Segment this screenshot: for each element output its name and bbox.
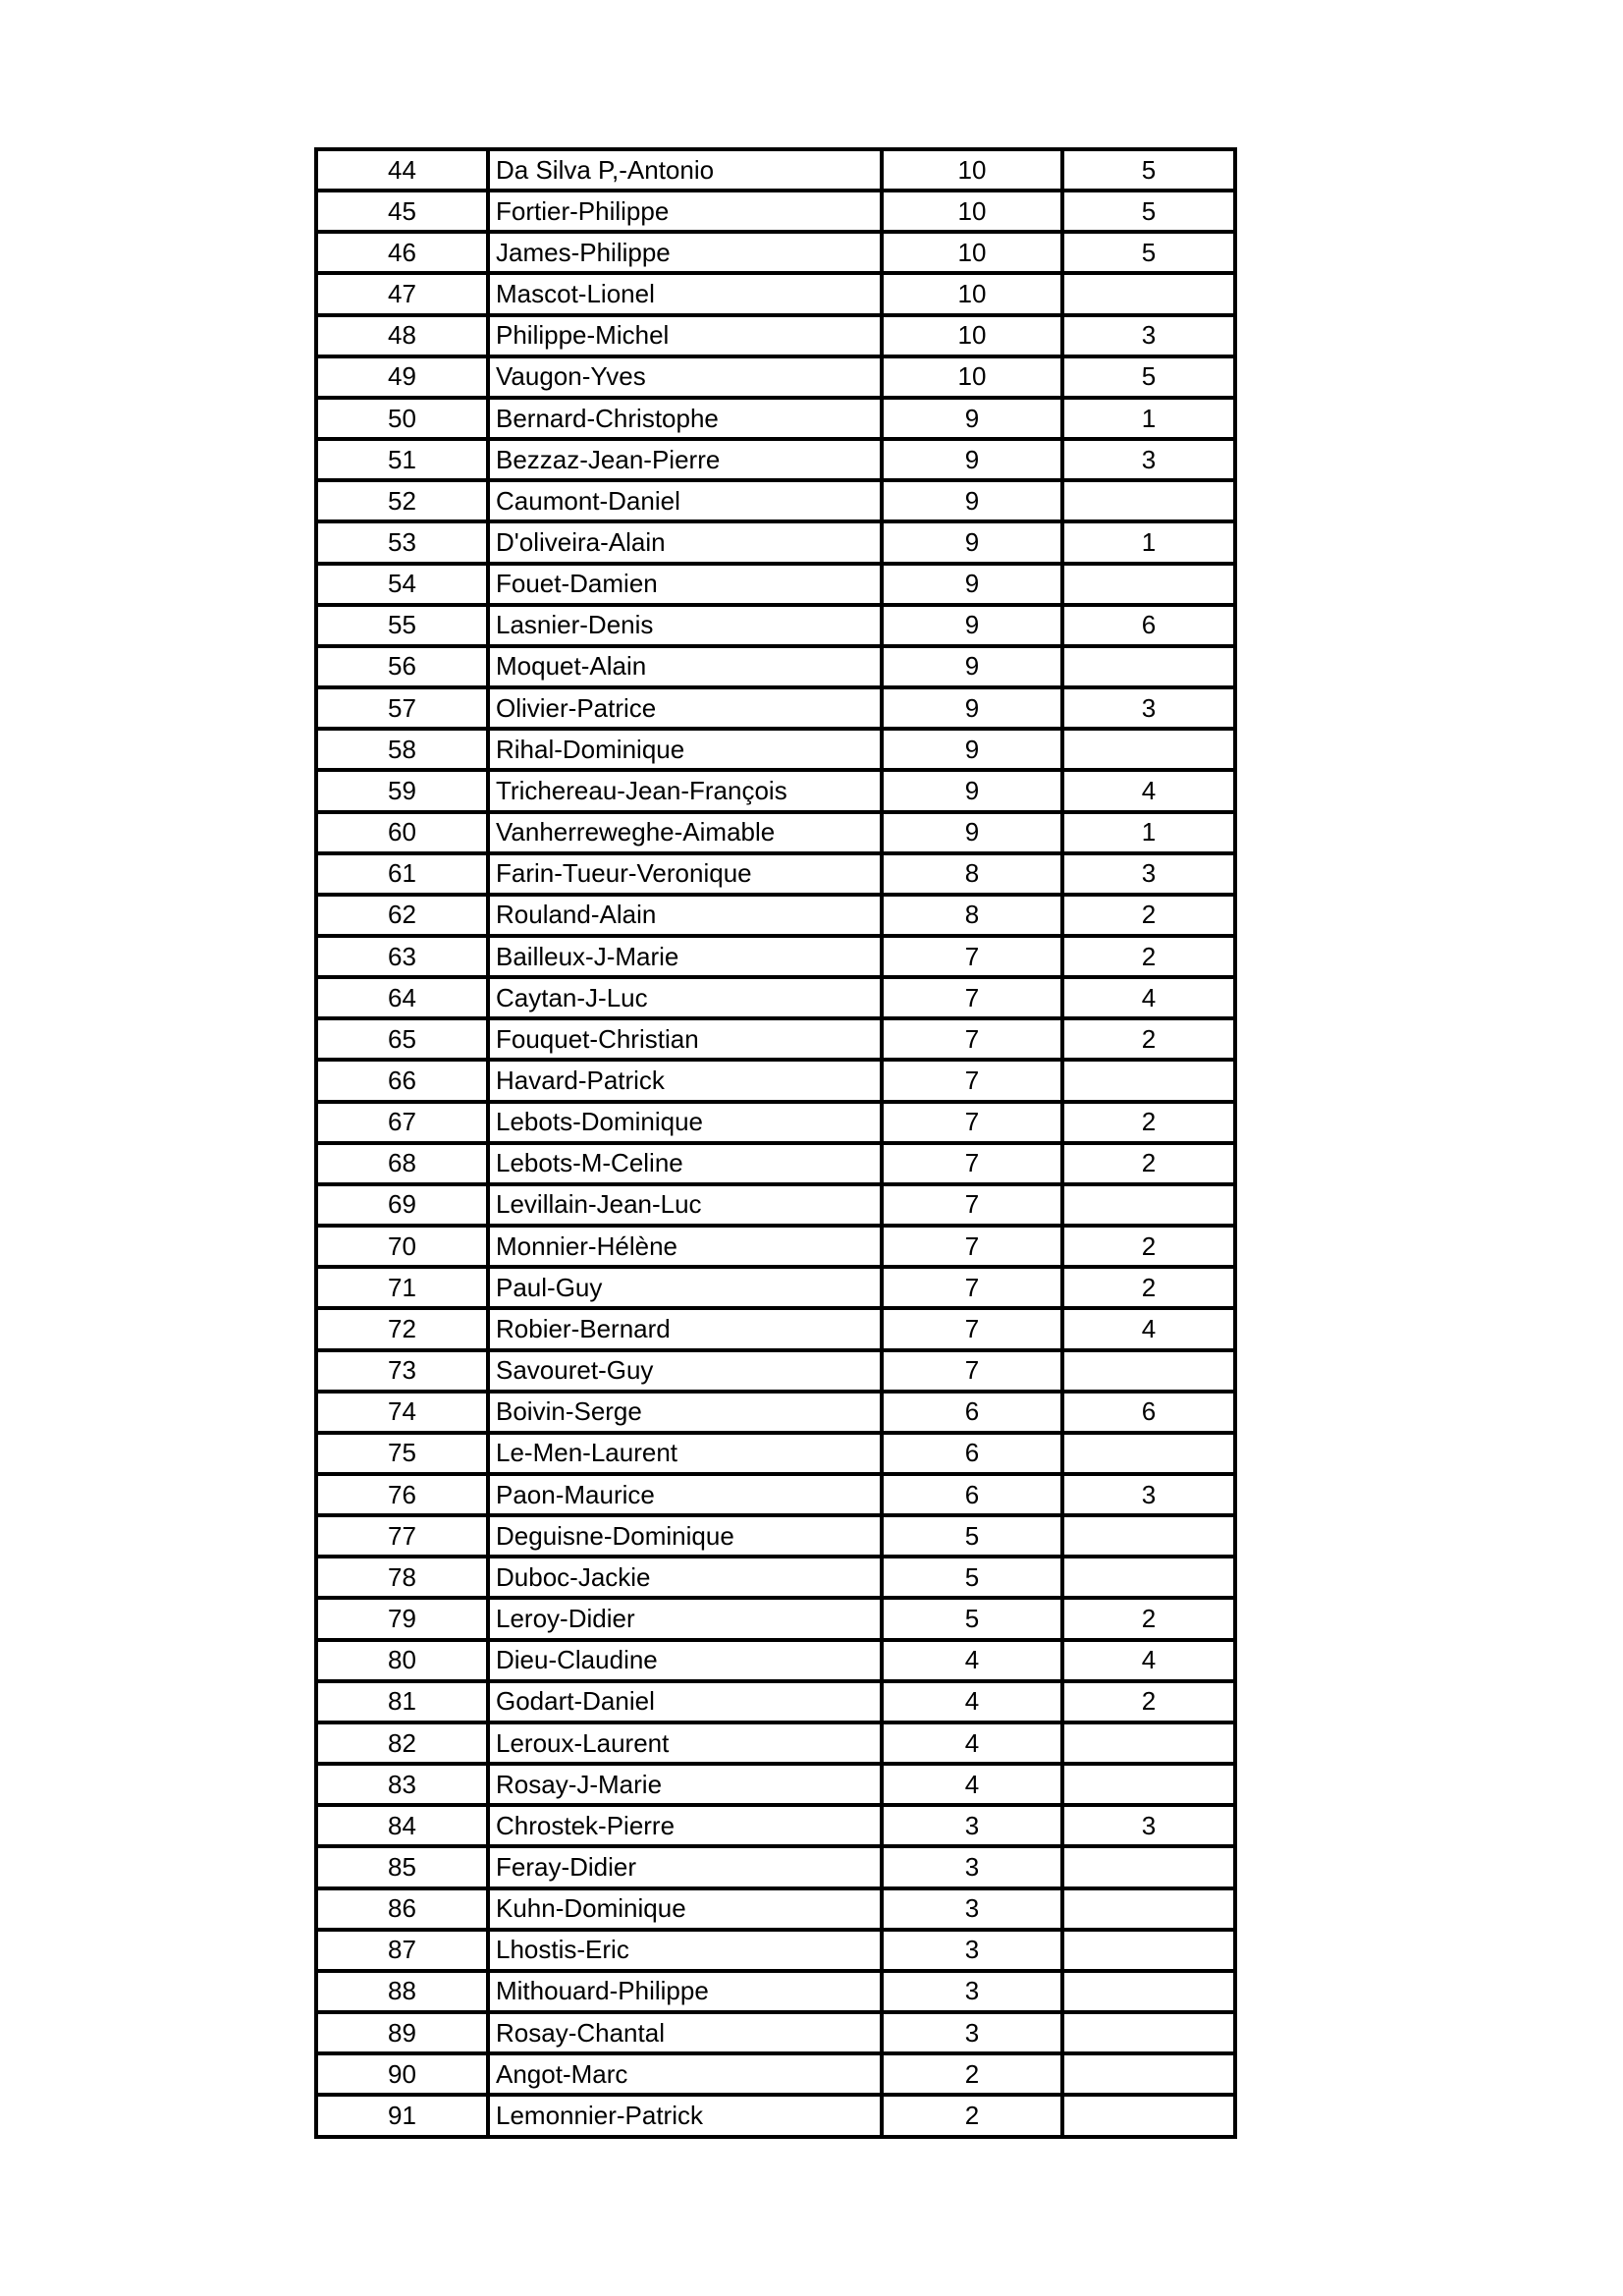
score-b-cell: 4: [1062, 1308, 1235, 1349]
score-a-cell: 7: [882, 1018, 1062, 1060]
score-a-cell: 9: [882, 729, 1062, 770]
name-cell: Godart-Daniel: [488, 1681, 882, 1722]
name-cell: Lebots-Dominique: [488, 1102, 882, 1143]
rank-cell: 53: [316, 521, 488, 563]
table-row: [316, 2095, 1235, 2137]
score-b-cell: 1: [1062, 812, 1235, 853]
name-cell: Lemonnier-Patrick: [488, 2095, 882, 2137]
table-row: [316, 936, 1235, 977]
name-cell: Bezzaz-Jean-Pierre: [488, 439, 882, 480]
rank-cell: 47: [316, 273, 488, 314]
rank-cell: 70: [316, 1226, 488, 1267]
score-b-cell: [1062, 1184, 1235, 1226]
rank-cell: 80: [316, 1640, 488, 1681]
score-b-cell: [1062, 1515, 1235, 1557]
name-cell: Paul-Guy: [488, 1267, 882, 1308]
score-a-cell: 9: [882, 521, 1062, 563]
name-cell: Mithouard-Philippe: [488, 1971, 882, 2012]
score-b-cell: 2: [1062, 895, 1235, 936]
score-a-cell: 10: [882, 149, 1062, 191]
table-row: [316, 356, 1235, 398]
name-cell: James-Philippe: [488, 232, 882, 273]
table-row: [316, 1640, 1235, 1681]
rank-cell: 66: [316, 1060, 488, 1101]
name-cell: Fouquet-Christian: [488, 1018, 882, 1060]
rank-cell: 49: [316, 356, 488, 398]
score-b-cell: [1062, 2053, 1235, 2095]
table-row: [316, 1846, 1235, 1887]
table-row: [316, 1350, 1235, 1392]
name-cell: Dieu-Claudine: [488, 1640, 882, 1681]
table-row: [316, 191, 1235, 232]
name-cell: Leroy-Didier: [488, 1598, 882, 1639]
score-a-cell: 8: [882, 853, 1062, 895]
score-a-cell: 10: [882, 315, 1062, 356]
score-a-cell: 5: [882, 1515, 1062, 1557]
score-a-cell: 5: [882, 1557, 1062, 1598]
score-a-cell: 10: [882, 356, 1062, 398]
rank-cell: 88: [316, 1971, 488, 2012]
rank-cell: 58: [316, 729, 488, 770]
score-a-cell: 7: [882, 1308, 1062, 1349]
score-a-cell: 9: [882, 605, 1062, 646]
rank-cell: 85: [316, 1846, 488, 1887]
score-b-cell: 3: [1062, 1805, 1235, 1846]
score-b-cell: 3: [1062, 687, 1235, 729]
name-cell: Havard-Patrick: [488, 1060, 882, 1101]
score-b-cell: 2: [1062, 1018, 1235, 1060]
score-b-cell: 6: [1062, 1392, 1235, 1433]
name-cell: Lebots-M-Celine: [488, 1143, 882, 1184]
table-row: [316, 398, 1235, 439]
name-cell: Moquet-Alain: [488, 646, 882, 687]
score-a-cell: 2: [882, 2053, 1062, 2095]
name-cell: Rosay-Chantal: [488, 2012, 882, 2053]
score-a-cell: 7: [882, 1267, 1062, 1308]
table-row: [316, 1971, 1235, 2012]
score-b-cell: [1062, 729, 1235, 770]
name-cell: Rosay-J-Marie: [488, 1764, 882, 1805]
name-cell: Vaugon-Yves: [488, 356, 882, 398]
score-a-cell: 4: [882, 1681, 1062, 1722]
score-a-cell: 7: [882, 977, 1062, 1018]
score-a-cell: 3: [882, 1846, 1062, 1887]
table-row: [316, 1102, 1235, 1143]
score-a-cell: 2: [882, 2095, 1062, 2137]
name-cell: Deguisne-Dominique: [488, 1515, 882, 1557]
table-row: [316, 1598, 1235, 1639]
name-cell: Robier-Bernard: [488, 1308, 882, 1349]
score-a-cell: 9: [882, 770, 1062, 811]
table-row: [316, 1184, 1235, 1226]
rank-cell: 45: [316, 191, 488, 232]
table-row: [316, 1722, 1235, 1764]
score-a-cell: 9: [882, 480, 1062, 521]
score-b-cell: 1: [1062, 398, 1235, 439]
table-row: [316, 1888, 1235, 1930]
table-row: [316, 770, 1235, 811]
rank-cell: 68: [316, 1143, 488, 1184]
score-b-cell: [1062, 2095, 1235, 2137]
table-row: [316, 729, 1235, 770]
name-cell: Mascot-Lionel: [488, 273, 882, 314]
table-row: [316, 1805, 1235, 1846]
name-cell: Rouland-Alain: [488, 895, 882, 936]
score-b-cell: [1062, 646, 1235, 687]
rank-cell: 75: [316, 1433, 488, 1474]
score-b-cell: 4: [1062, 1640, 1235, 1681]
table-row: [316, 1267, 1235, 1308]
rank-cell: 78: [316, 1557, 488, 1598]
score-a-cell: 9: [882, 564, 1062, 605]
name-cell: Duboc-Jackie: [488, 1557, 882, 1598]
score-b-cell: 4: [1062, 977, 1235, 1018]
rank-cell: 64: [316, 977, 488, 1018]
score-a-cell: 6: [882, 1392, 1062, 1433]
table-row: [316, 564, 1235, 605]
table-row: [316, 853, 1235, 895]
rank-cell: 56: [316, 646, 488, 687]
score-b-cell: [1062, 1722, 1235, 1764]
rank-cell: 83: [316, 1764, 488, 1805]
score-b-cell: [1062, 273, 1235, 314]
rank-cell: 69: [316, 1184, 488, 1226]
rank-cell: 76: [316, 1474, 488, 1515]
rank-cell: 50: [316, 398, 488, 439]
name-cell: Caytan-J-Luc: [488, 977, 882, 1018]
score-b-cell: [1062, 1846, 1235, 1887]
name-cell: Lhostis-Eric: [488, 1930, 882, 1971]
rank-cell: 87: [316, 1930, 488, 1971]
score-b-cell: 2: [1062, 1267, 1235, 1308]
score-a-cell: 5: [882, 1598, 1062, 1639]
rank-cell: 82: [316, 1722, 488, 1764]
score-b-cell: 2: [1062, 1102, 1235, 1143]
table-row: [316, 687, 1235, 729]
table-row: [316, 1308, 1235, 1349]
rank-cell: 74: [316, 1392, 488, 1433]
table-row: [316, 2053, 1235, 2095]
score-b-cell: 4: [1062, 770, 1235, 811]
name-cell: Le-Men-Laurent: [488, 1433, 882, 1474]
score-a-cell: 7: [882, 1226, 1062, 1267]
score-a-cell: 3: [882, 1805, 1062, 1846]
name-cell: Da Silva P,-Antonio: [488, 149, 882, 191]
score-b-cell: [1062, 2012, 1235, 2053]
table-row: [316, 1474, 1235, 1515]
table-row: [316, 605, 1235, 646]
table-row: [316, 521, 1235, 563]
table-row: [316, 1018, 1235, 1060]
rank-cell: 60: [316, 812, 488, 853]
rank-cell: 46: [316, 232, 488, 273]
score-a-cell: 6: [882, 1474, 1062, 1515]
score-b-cell: [1062, 1557, 1235, 1598]
table-row: [316, 646, 1235, 687]
table-row: [316, 1226, 1235, 1267]
table-row: [316, 977, 1235, 1018]
score-a-cell: 4: [882, 1722, 1062, 1764]
score-b-cell: 6: [1062, 605, 1235, 646]
table-row: [316, 1557, 1235, 1598]
name-cell: Farin-Tueur-Veronique: [488, 853, 882, 895]
table-row: [316, 1392, 1235, 1433]
score-a-cell: 7: [882, 936, 1062, 977]
name-cell: Fouet-Damien: [488, 564, 882, 605]
rank-cell: 55: [316, 605, 488, 646]
score-a-cell: 4: [882, 1640, 1062, 1681]
rank-cell: 77: [316, 1515, 488, 1557]
score-b-cell: 2: [1062, 936, 1235, 977]
score-b-cell: 2: [1062, 1598, 1235, 1639]
name-cell: Bernard-Christophe: [488, 398, 882, 439]
score-a-cell: 3: [882, 2012, 1062, 2053]
score-a-cell: 10: [882, 232, 1062, 273]
name-cell: Rihal-Dominique: [488, 729, 882, 770]
score-b-cell: 5: [1062, 356, 1235, 398]
name-cell: Kuhn-Dominique: [488, 1888, 882, 1930]
rank-cell: 81: [316, 1681, 488, 1722]
rank-cell: 67: [316, 1102, 488, 1143]
rank-cell: 91: [316, 2095, 488, 2137]
score-b-cell: [1062, 1971, 1235, 2012]
score-b-cell: 3: [1062, 1474, 1235, 1515]
name-cell: Monnier-Hélène: [488, 1226, 882, 1267]
score-a-cell: 9: [882, 646, 1062, 687]
rank-cell: 63: [316, 936, 488, 977]
name-cell: Chrostek-Pierre: [488, 1805, 882, 1846]
score-b-cell: [1062, 1350, 1235, 1392]
name-cell: Boivin-Serge: [488, 1392, 882, 1433]
name-cell: D'oliveira-Alain: [488, 521, 882, 563]
score-b-cell: [1062, 480, 1235, 521]
rank-cell: 90: [316, 2053, 488, 2095]
rank-cell: 44: [316, 149, 488, 191]
table-row: [316, 273, 1235, 314]
table-row: [316, 1433, 1235, 1474]
table-row: [316, 1764, 1235, 1805]
name-cell: Savouret-Guy: [488, 1350, 882, 1392]
rank-cell: 57: [316, 687, 488, 729]
score-a-cell: 7: [882, 1184, 1062, 1226]
name-cell: Leroux-Laurent: [488, 1722, 882, 1764]
table-row: [316, 1060, 1235, 1101]
table-row: [316, 812, 1235, 853]
score-b-cell: 3: [1062, 315, 1235, 356]
rank-cell: 72: [316, 1308, 488, 1349]
rank-cell: 51: [316, 439, 488, 480]
name-cell: Feray-Didier: [488, 1846, 882, 1887]
score-b-cell: [1062, 1433, 1235, 1474]
score-a-cell: 7: [882, 1350, 1062, 1392]
table-row: [316, 2012, 1235, 2053]
name-cell: Vanherreweghe-Aimable: [488, 812, 882, 853]
table-row: [316, 895, 1235, 936]
score-b-cell: [1062, 564, 1235, 605]
rank-cell: 62: [316, 895, 488, 936]
rank-cell: 79: [316, 1598, 488, 1639]
name-cell: Lasnier-Denis: [488, 605, 882, 646]
name-cell: Caumont-Daniel: [488, 480, 882, 521]
table-row: [316, 1143, 1235, 1184]
score-a-cell: 9: [882, 398, 1062, 439]
table-row: [316, 480, 1235, 521]
table-row: [316, 1681, 1235, 1722]
score-a-cell: 10: [882, 273, 1062, 314]
score-a-cell: 3: [882, 1930, 1062, 1971]
score-b-cell: 5: [1062, 149, 1235, 191]
rank-cell: 71: [316, 1267, 488, 1308]
score-b-cell: 2: [1062, 1143, 1235, 1184]
rank-cell: 52: [316, 480, 488, 521]
table-row: [316, 1515, 1235, 1557]
score-b-cell: 3: [1062, 439, 1235, 480]
score-a-cell: 7: [882, 1143, 1062, 1184]
rank-cell: 48: [316, 315, 488, 356]
score-a-cell: 7: [882, 1060, 1062, 1101]
ranking-table: [314, 147, 1237, 2139]
rank-cell: 84: [316, 1805, 488, 1846]
rank-cell: 86: [316, 1888, 488, 1930]
score-b-cell: 2: [1062, 1226, 1235, 1267]
score-b-cell: [1062, 1764, 1235, 1805]
score-b-cell: 2: [1062, 1681, 1235, 1722]
table-row: [316, 1930, 1235, 1971]
name-cell: Olivier-Patrice: [488, 687, 882, 729]
score-a-cell: 8: [882, 895, 1062, 936]
score-b-cell: 5: [1062, 232, 1235, 273]
rank-cell: 65: [316, 1018, 488, 1060]
score-b-cell: 5: [1062, 191, 1235, 232]
score-a-cell: 9: [882, 439, 1062, 480]
name-cell: Levillain-Jean-Luc: [488, 1184, 882, 1226]
rank-cell: 59: [316, 770, 488, 811]
name-cell: Bailleux-J-Marie: [488, 936, 882, 977]
score-a-cell: 9: [882, 687, 1062, 729]
score-a-cell: 10: [882, 191, 1062, 232]
table-row: [316, 315, 1235, 356]
rank-cell: 89: [316, 2012, 488, 2053]
rank-cell: 61: [316, 853, 488, 895]
name-cell: Angot-Marc: [488, 2053, 882, 2095]
name-cell: Trichereau-Jean-François: [488, 770, 882, 811]
name-cell: Philippe-Michel: [488, 315, 882, 356]
table-row: [316, 232, 1235, 273]
score-a-cell: 9: [882, 812, 1062, 853]
score-a-cell: 7: [882, 1102, 1062, 1143]
score-b-cell: [1062, 1930, 1235, 1971]
rank-cell: 54: [316, 564, 488, 605]
score-a-cell: 6: [882, 1433, 1062, 1474]
table-row: [316, 439, 1235, 480]
score-a-cell: 3: [882, 1888, 1062, 1930]
name-cell: Paon-Maurice: [488, 1474, 882, 1515]
score-b-cell: [1062, 1060, 1235, 1101]
ranking-table-body: [316, 149, 1235, 2137]
name-cell: Fortier-Philippe: [488, 191, 882, 232]
score-b-cell: 1: [1062, 521, 1235, 563]
score-a-cell: 3: [882, 1971, 1062, 2012]
score-b-cell: [1062, 1888, 1235, 1930]
score-a-cell: 4: [882, 1764, 1062, 1805]
rank-cell: 73: [316, 1350, 488, 1392]
table-row: [316, 149, 1235, 191]
score-b-cell: 3: [1062, 853, 1235, 895]
